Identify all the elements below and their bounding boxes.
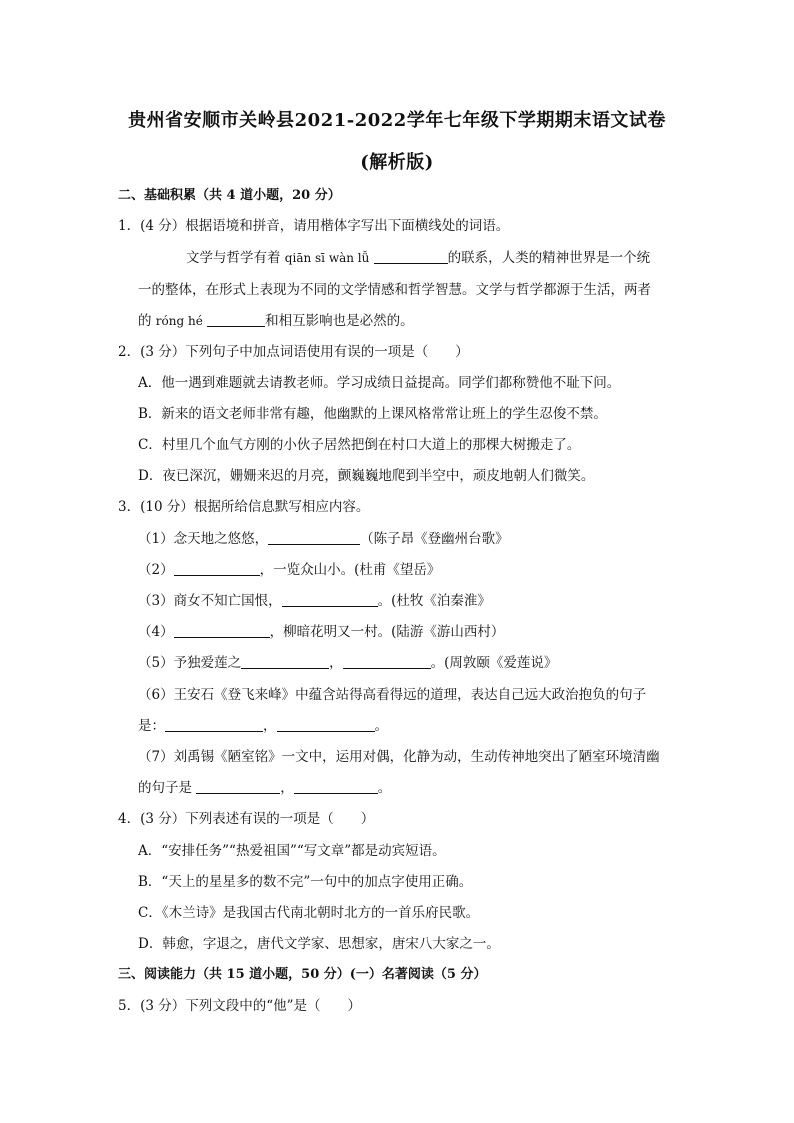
question-3-stem: 3．(10 分）根据所给信息默写相应内容。 xyxy=(118,499,370,515)
item-source: （陈子昂《登幽州台歌》 xyxy=(360,531,509,547)
answer-blank[interactable] xyxy=(174,561,260,576)
question-1-stem: 1．(4 分）根据语境和拼音，请用楷体字写出下面横线处的词语。 xyxy=(118,218,510,234)
item-source: 。(周敦颐《爱莲说》 xyxy=(430,655,558,671)
item-source: ，一览众山小。(杜甫《望岳》 xyxy=(259,562,441,578)
question-1-passage-line-2: 一的整体，在形式上表现为不同的文学情感和哲学智慧。文学与哲学都源于生活，两者 xyxy=(138,282,651,298)
item-source: ，柳暗花明又一村。(陆游《游山西村） xyxy=(269,624,505,640)
answer-blank[interactable] xyxy=(343,654,431,669)
document-title: 贵州省安顺市关岭县2021-2022学年七年级下学期期末语文试卷 xyxy=(128,110,666,131)
option-a[interactable]: A．“安排任务”“热爱祖国”“写文章”都是动宾短语。 xyxy=(138,843,446,859)
item-text: （4） xyxy=(138,624,174,640)
item-text: ， xyxy=(280,780,294,796)
answer-blank[interactable] xyxy=(207,312,265,327)
option-c[interactable]: C．村里几个血气方刚的小伙子居然把倒在村口大道上的那棵大树搬走了。 xyxy=(138,437,581,453)
answer-blank[interactable] xyxy=(294,779,378,794)
option-b[interactable]: B．新来的语文老师非常有趣，他幽默的上课风格常常让班上的学生忍俊不禁。 xyxy=(138,406,607,422)
answer-blank[interactable] xyxy=(268,530,360,545)
item-text: （2） xyxy=(138,562,174,578)
answer-blank[interactable] xyxy=(277,717,375,732)
option-d[interactable]: D．夜已深沉，姗姗来迟的月亮，颤巍巍地爬到半空中，顽皮地朝人们微笑。 xyxy=(138,468,595,484)
answer-blank[interactable] xyxy=(374,249,448,264)
answer-blank[interactable] xyxy=(241,654,329,669)
item-text: ， xyxy=(329,655,343,671)
document-subtitle: (解析版) xyxy=(360,152,434,173)
question-1-passage-line-1 xyxy=(186,248,650,268)
item-text: 。 xyxy=(374,718,388,734)
question-3-item-6-cont xyxy=(138,716,388,736)
option-d[interactable]: D．韩愈，字退之，唐代文学家、思想家，唐宋八大家之一。 xyxy=(138,936,500,952)
question-5-stem: 5．(3 分）下列文段中的“他”是（ ） xyxy=(118,998,362,1014)
question-3-item-4 xyxy=(138,622,504,642)
item-text: 。 xyxy=(377,780,392,796)
passage-text: 的联系，人类的精神世界是一个统 xyxy=(447,250,651,266)
question-3-item-7: （7）刘禹锡《陋室铭》一文中，运用对偶，化静为动，生动传神地突出了陋室环境清幽 xyxy=(138,749,660,765)
question-3-item-5 xyxy=(138,653,557,673)
pinyin-hint: róng hé xyxy=(155,314,203,328)
answer-blank[interactable] xyxy=(282,592,378,607)
item-text: ， xyxy=(263,718,277,734)
item-text: （1）念天地之悠悠， xyxy=(138,531,269,547)
question-3-item-1 xyxy=(138,529,509,549)
question-3-item-2 xyxy=(138,560,440,580)
item-text: （5）予独爱莲之 xyxy=(138,655,242,671)
option-b[interactable]: B．“天上的星星多的数不完”一句中的加点字使用正确。 xyxy=(138,874,473,890)
item-text: （3）商女不知亡国恨， xyxy=(138,593,282,609)
answer-blank[interactable] xyxy=(165,717,263,732)
item-source: 。(杜牧《泊秦淮》 xyxy=(377,593,491,609)
pinyin-hint: qiān sī wàn lǚ xyxy=(284,251,370,265)
passage-text: 的 xyxy=(138,313,156,329)
question-3-item-3 xyxy=(138,591,491,611)
question-3-item-6: （6）王安石《登飞来峰》中蕴含站得高看得远的道理，表达自己远大政治抱负的句子 xyxy=(138,687,647,703)
section-heading: 三、阅读能力（共 15 道小题，50 分）(一）名著阅读（5 分） xyxy=(118,967,487,982)
answer-blank[interactable] xyxy=(174,623,270,638)
answer-blank[interactable] xyxy=(196,779,280,794)
item-text: 是： xyxy=(138,718,165,734)
question-3-item-7-cont xyxy=(138,778,391,798)
section-heading: 二、基础积累（共 4 道小题，20 分） xyxy=(118,188,341,203)
question-2-stem: 2．(3 分）下列句子中加点词语使用有误的一项是（ ） xyxy=(118,344,469,360)
passage-text: 和相互影响也是必然的。 xyxy=(265,313,414,329)
question-1-passage-line-3 xyxy=(138,311,414,331)
item-text: 的句子是 xyxy=(138,780,197,796)
option-a[interactable]: A．他一遇到难题就去请教老师。学习成绩日益提高。同学们都称赞他不耻下问。 xyxy=(138,375,621,391)
option-c[interactable]: C．《木兰诗》是我国古代南北朝时北方的一首乐府民歌。 xyxy=(138,905,480,921)
passage-text: 文学与哲学有着 xyxy=(186,250,285,266)
question-4-stem: 4．(3 分）下列表述有误的一项是（ ） xyxy=(118,811,375,827)
